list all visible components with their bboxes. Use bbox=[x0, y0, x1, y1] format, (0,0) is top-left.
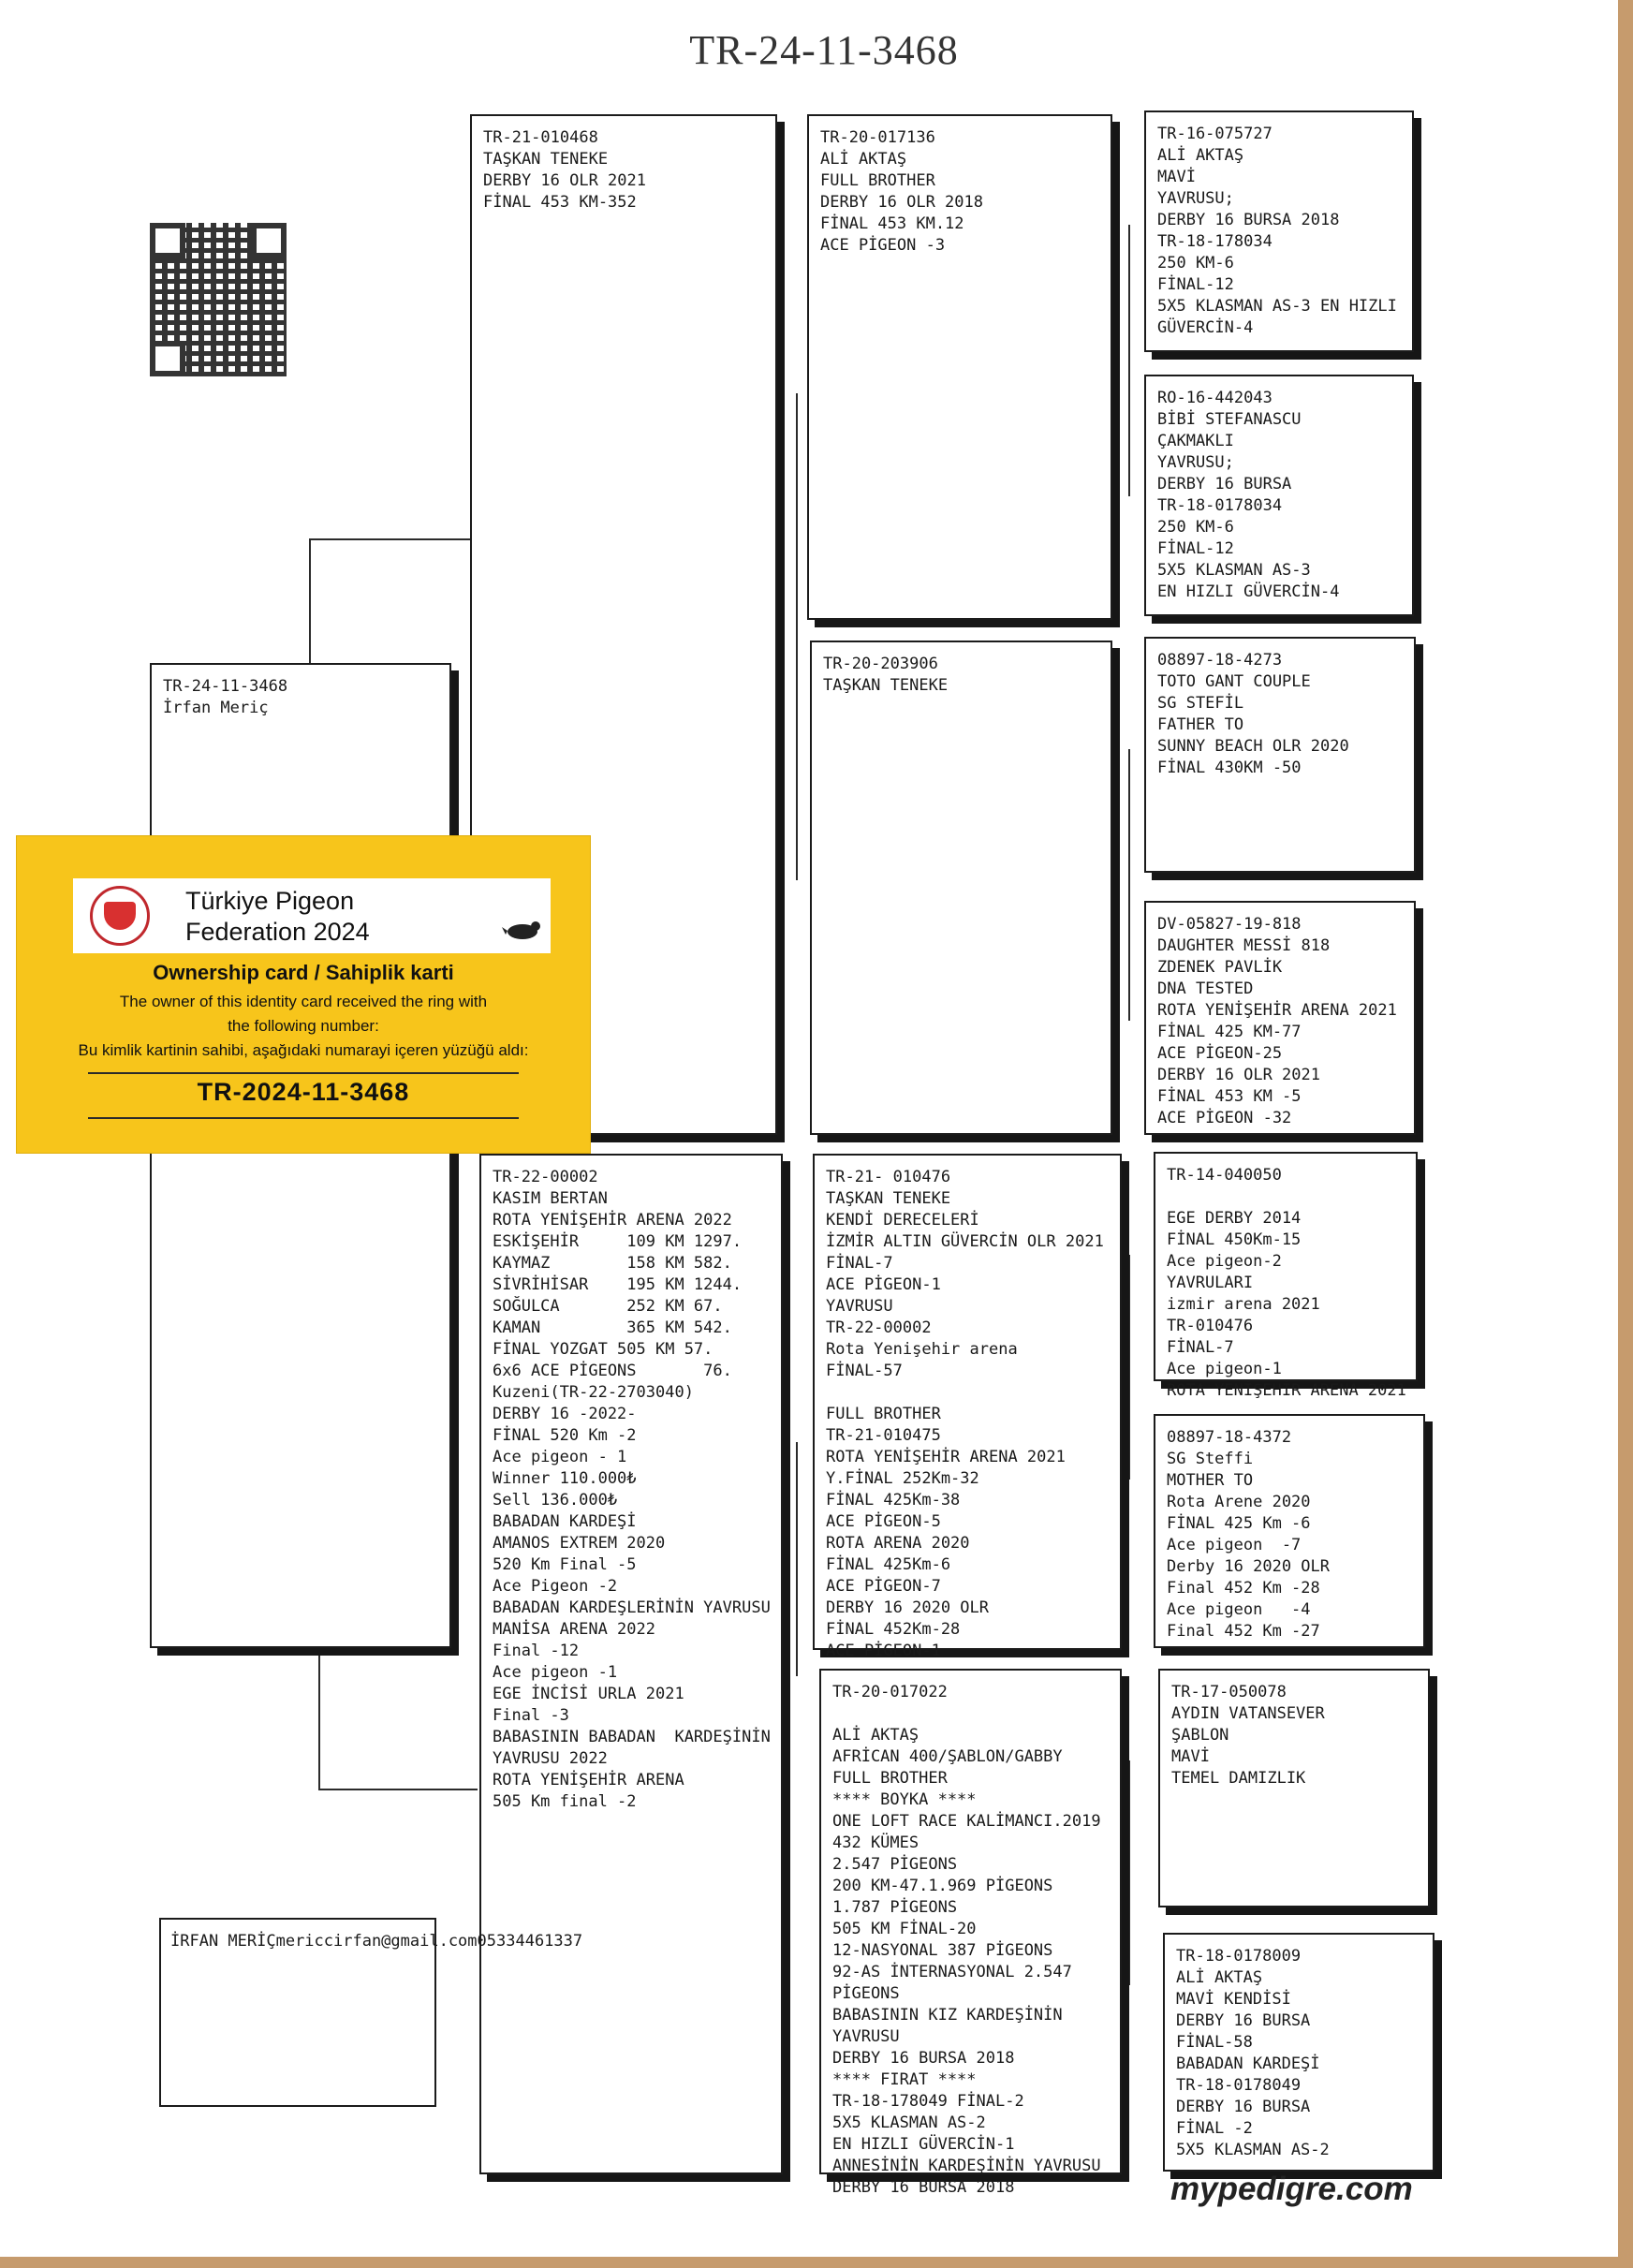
ring-id: RO-16-442043 bbox=[1157, 389, 1273, 407]
card-header bbox=[73, 878, 551, 953]
record-line: ACE PİGEON-7 bbox=[826, 1577, 941, 1596]
record-line: ESKİŞEHİR 109 KM 1297. bbox=[493, 1232, 743, 1251]
record-line: ROTA YENİŞEHİR ARENA 2022 bbox=[493, 1211, 732, 1230]
ring-id: TR-20-017022 bbox=[832, 1683, 948, 1701]
record-line: FİNAL-58 bbox=[1176, 2033, 1253, 2052]
record-line: ZDENEK PAVLİK bbox=[1157, 958, 1283, 977]
record-line: Final 452 Km -27 bbox=[1167, 1622, 1320, 1641]
federation-logo-icon bbox=[90, 886, 150, 946]
ring-number: TR-2024-11-3468 bbox=[197, 1078, 410, 1106]
pigeon-icon bbox=[502, 918, 543, 942]
page-title: TR-24-11-3468 bbox=[689, 27, 959, 73]
record-line: Kuzeni(TR-22-2703040) bbox=[493, 1383, 694, 1402]
record-line: Final -3 bbox=[493, 1706, 569, 1725]
record-line: BABADAN KARDEŞİ bbox=[493, 1512, 637, 1531]
record-line: ANNESİNİN KARDEŞİNİN YAVRUSU bbox=[832, 2157, 1101, 2175]
connector-line bbox=[796, 1442, 798, 1676]
record-line: 05334461337 bbox=[477, 1932, 583, 1951]
great-grandparent-box bbox=[1144, 637, 1416, 873]
record-line: PİGEONS bbox=[832, 1984, 900, 2003]
record-line: BABADAN KARDEŞİ bbox=[1176, 2054, 1320, 2073]
record-line: BİBİ STEFANASCU bbox=[1157, 410, 1302, 429]
record-line: Ace pigeon-1 bbox=[1167, 1360, 1282, 1378]
ring-id: TR-20-017136 bbox=[820, 128, 935, 147]
record-line: Rota Yenişehir arena bbox=[826, 1340, 1018, 1359]
connector-line bbox=[318, 1789, 478, 1790]
record-line: 12-NASYONAL 387 PİGEONS bbox=[832, 1941, 1053, 1960]
ownership-card bbox=[17, 836, 590, 1153]
record-line: KAYMAZ 158 KM 582. bbox=[493, 1254, 732, 1273]
record-line: KENDİ DERECELERİ bbox=[826, 1211, 979, 1230]
record-line: 5X5 KLASMAN AS-2 bbox=[1176, 2141, 1330, 2159]
record-line: Ace pigeon-2 bbox=[1167, 1252, 1282, 1271]
record-line: YAVRUSU 2022 bbox=[493, 1749, 608, 1768]
record-line: Ace Pigeon -2 bbox=[493, 1577, 618, 1596]
record-line: ALİ AKTAŞ bbox=[832, 1726, 919, 1745]
record-line: TR-18-0178049 bbox=[1176, 2076, 1302, 2095]
record-line: Ace pigeon -4 bbox=[1167, 1600, 1311, 1619]
record-line: FİNAL-7 bbox=[826, 1254, 893, 1273]
record-line: FULL BROTHER bbox=[826, 1405, 941, 1423]
ring-id: TR-20-203906 bbox=[823, 655, 938, 673]
record-line: 250 KM-6 bbox=[1157, 254, 1234, 272]
ring-id: İRFAN MERİÇ bbox=[170, 1932, 276, 1951]
record-line: TAŞKAN TENEKE bbox=[826, 1189, 951, 1208]
record-line bbox=[1167, 1186, 1406, 1208]
record-line: İZMİR ALTIN GÜVERCİN OLR 2021 bbox=[826, 1232, 1104, 1251]
record-line: ROTA YENİŞEHİR ARENA 2021 bbox=[1157, 1001, 1397, 1020]
connector-line bbox=[1128, 225, 1130, 496]
record-line: ACE PİGEON-5 bbox=[826, 1512, 941, 1531]
great-grandparent-box bbox=[1144, 110, 1414, 352]
record-line: FİNAL 425 KM-77 bbox=[1157, 1023, 1302, 1041]
record-line: 432 KÜMES bbox=[832, 1834, 919, 1852]
record-line: Final -12 bbox=[493, 1642, 580, 1660]
record-line: AYDIN VATANSEVER bbox=[1171, 1704, 1325, 1723]
record-line: FULL BROTHER bbox=[832, 1769, 948, 1788]
record-line: ROTA YENİŞEHİR ARENA 2021 bbox=[826, 1448, 1066, 1466]
record-line: izmir arena 2021 bbox=[1167, 1295, 1320, 1314]
card-title: Türkiye Pigeon Federation 2024 bbox=[185, 887, 370, 946]
card-description: The owner of this identity card received the ring with the following number: Bu kimlik kartinin sahibi, aşağıdaki numarayi içeren yüzüğü aldı: bbox=[78, 993, 529, 1059]
divider bbox=[88, 1072, 519, 1074]
record-line: 5X5 KLASMAN AS-3 bbox=[1157, 561, 1311, 580]
record-line: DERBY 16 BURSA bbox=[1176, 2011, 1311, 2030]
ring-id: TR-14-040050 bbox=[1167, 1166, 1282, 1185]
record-line: ÇAKMAKLI bbox=[1157, 432, 1234, 450]
record-line: ACE PİGEON-1 bbox=[826, 1642, 941, 1660]
ring-id: TR-16-075727 bbox=[1157, 125, 1273, 143]
record-line: GÜVERCİN-4 bbox=[1157, 318, 1254, 337]
brand-logo: mypedigre.com bbox=[1170, 2171, 1413, 2207]
record-line: FİNAL 452Km-28 bbox=[826, 1620, 961, 1639]
record-line: TAŞKAN TENEKE bbox=[483, 150, 609, 169]
record-line: DERBY 16 BURSA bbox=[1176, 2098, 1311, 2116]
record-line: YAVRUSU bbox=[832, 2027, 900, 2046]
record-line: AFRİCAN 400/ŞABLON/GABBY bbox=[832, 1747, 1063, 1766]
record-line: Ace pigeon -1 bbox=[493, 1663, 618, 1682]
great-grandparent-box bbox=[1158, 1669, 1430, 1907]
record-line bbox=[832, 1703, 1111, 1725]
record-line: YAVRULARI bbox=[1167, 1274, 1254, 1292]
grandparent-box bbox=[810, 641, 1112, 1135]
record-line: FİNAL -2 bbox=[1176, 2119, 1253, 2138]
record-line: YAVRUSU; bbox=[1157, 453, 1234, 472]
great-grandparent-box bbox=[1154, 1414, 1425, 1648]
record-line: BABASININ KIZ KARDEŞİNİN bbox=[832, 2006, 1063, 2025]
record-line: YAVRUSU bbox=[826, 1297, 893, 1316]
record-line: 92-AS İNTERNASYONAL 2.547 bbox=[832, 1963, 1072, 1981]
record-line: İrfan Meriç bbox=[163, 699, 269, 717]
record-line: FİNAL 425Km-6 bbox=[826, 1555, 951, 1574]
record-line: FİNAL 520 Km -2 bbox=[493, 1426, 637, 1445]
record-line: EN HIZLI GÜVERCİN-1 bbox=[832, 2135, 1015, 2154]
record-line: DERBY 16 BURSA bbox=[1157, 475, 1292, 493]
page-edge bbox=[1618, 0, 1633, 2268]
record-line: Rota Arene 2020 bbox=[1167, 1493, 1311, 1511]
record-line: SG Steffi bbox=[1167, 1450, 1254, 1468]
ring-id: TR-22-00002 bbox=[493, 1168, 598, 1186]
record-line: FİNAL YOZGAT 505 KM 57. bbox=[493, 1340, 714, 1359]
record-line: **** BOYKA **** bbox=[832, 1790, 977, 1809]
record-line: DERBY 16 BURSA 2018 bbox=[832, 2178, 1015, 2197]
card-subtitle: Ownership card / Sahiplik karti bbox=[153, 961, 454, 984]
grandparent-box bbox=[813, 1154, 1122, 1660]
connector-line bbox=[1128, 1760, 1130, 1985]
record-line: EGE İNCİSİ URLA 2021 bbox=[493, 1685, 684, 1703]
record-line: Ace pigeon -7 bbox=[1167, 1536, 1302, 1554]
record-line: TR-18-0178034 bbox=[1157, 496, 1283, 515]
record-line: Sell 136.000₺ bbox=[493, 1491, 618, 1510]
dam-box bbox=[479, 1154, 783, 2174]
ring-id: TR-17-050078 bbox=[1171, 1683, 1287, 1701]
grandparent-box bbox=[807, 114, 1112, 620]
record-line: DERBY 16 -2022- bbox=[493, 1405, 637, 1423]
ring-id: TR-21- 010476 bbox=[826, 1168, 951, 1186]
record-line: TR-18-178049 FİNAL-2 bbox=[832, 2092, 1024, 2111]
ring-id: TR-21-010468 bbox=[483, 128, 598, 147]
record-line: SG STEFİL bbox=[1157, 694, 1244, 713]
record-line: 200 KM-47.1.969 PİGEONS bbox=[832, 1877, 1053, 1895]
record-line: 520 Km Final -5 bbox=[493, 1555, 637, 1574]
connector-line bbox=[1128, 1255, 1130, 1480]
record-line: MOTHER TO bbox=[1167, 1471, 1254, 1490]
record-line: 6x6 ACE PİGEONS 76. bbox=[493, 1362, 732, 1380]
page-edge bbox=[0, 2257, 1633, 2268]
record-line: SOĞULCA 252 KM 67. bbox=[493, 1297, 723, 1316]
record-line: **** FIRAT **** bbox=[832, 2070, 977, 2089]
record-line: ONE LOFT RACE KALİMANCI.2019 bbox=[832, 1812, 1101, 1831]
subject-box bbox=[150, 663, 451, 1648]
record-line: ROTA ARENA 2020 bbox=[826, 1534, 970, 1553]
record-line: ACE PİGEON-25 bbox=[1157, 1044, 1283, 1063]
record-line: SİVRİHİSAR 195 KM 1244. bbox=[493, 1275, 743, 1294]
record-line: EGE DERBY 2014 bbox=[1167, 1209, 1302, 1228]
record-line: 505 Km final -2 bbox=[493, 1792, 637, 1811]
record-line: TR-21-010475 bbox=[826, 1426, 941, 1445]
record-line: BABASININ BABADAN KARDEŞİNİN bbox=[493, 1728, 771, 1746]
record-line: FİNAL 450Km-15 bbox=[1167, 1230, 1302, 1249]
record-line: DERBY 16 2020 OLR bbox=[826, 1598, 989, 1617]
ring-id: 08897-18-4273 bbox=[1157, 651, 1283, 670]
record-line: TR-18-178034 bbox=[1157, 232, 1273, 251]
record-line: KASIM BERTAN bbox=[493, 1189, 608, 1208]
record-line: ACE PİGEON-1 bbox=[826, 1275, 941, 1294]
record-line: DERBY 16 OLR 2018 bbox=[820, 193, 983, 212]
record-line: SUNNY BEACH OLR 2020 bbox=[1157, 737, 1349, 756]
connector-line bbox=[796, 393, 798, 880]
record-line: FİNAL 425 Km -6 bbox=[1167, 1514, 1311, 1533]
ring-id: DV-05827-19-818 bbox=[1157, 915, 1302, 934]
record-line: YAVRUSU; bbox=[1157, 189, 1234, 208]
record-line: DERBY 16 BURSA 2018 bbox=[832, 2049, 1015, 2068]
record-line: TR-010476 bbox=[1167, 1317, 1254, 1335]
record-line: Winner 110.000₺ bbox=[493, 1469, 637, 1488]
grandparent-box bbox=[819, 1669, 1122, 2197]
record-line: EN HIZLI GÜVERCİN-4 bbox=[1157, 582, 1340, 601]
record-line: FİNAL 453 KM.12 bbox=[820, 214, 964, 233]
record-line: AMANOS EXTREM 2020 bbox=[493, 1534, 666, 1553]
record-line: ALİ AKTAŞ bbox=[1157, 146, 1244, 165]
record-line: MAVİ bbox=[1157, 168, 1196, 186]
record-line: ALİ AKTAŞ bbox=[820, 150, 907, 169]
record-line: 2.547 PİGEONS bbox=[832, 1855, 958, 1874]
record-line: FATHER TO bbox=[1157, 715, 1244, 734]
record-line bbox=[826, 1382, 1111, 1404]
record-line: 505 KM FİNAL-20 bbox=[832, 1920, 977, 1938]
divider bbox=[88, 1117, 519, 1119]
record-line: 250 KM-6 bbox=[1157, 518, 1234, 537]
record-line: ROTA YENİŞEHİR ARENA bbox=[493, 1771, 684, 1789]
record-line: TEMEL DAMIZLIK bbox=[1171, 1769, 1306, 1788]
connector-line bbox=[318, 1648, 320, 1789]
record-line: Final 452 Km -28 bbox=[1167, 1579, 1320, 1598]
record-line: TOTO GANT COUPLE bbox=[1157, 672, 1311, 691]
record-line: FİNAL 453 KM -5 bbox=[1157, 1087, 1302, 1106]
ring-id: TR-18-0178009 bbox=[1176, 1947, 1302, 1966]
connector-line bbox=[1128, 749, 1130, 1021]
record-line: FİNAL-7 bbox=[1167, 1338, 1234, 1357]
record-line: 5X5 KLASMAN AS-3 EN HIZLI bbox=[1157, 297, 1397, 316]
record-line: ROTA YENİŞEHİR ARENA 2021 bbox=[1167, 1381, 1406, 1400]
record-line: mericcirfan@gmail.com bbox=[275, 1932, 478, 1951]
record-line: 5X5 KLASMAN AS-2 bbox=[832, 2113, 986, 2132]
ring-id: 08897-18-4372 bbox=[1167, 1428, 1292, 1447]
ring-id: TR-24-11-3468 bbox=[163, 677, 288, 696]
record-line: Y.FİNAL 252Km-32 bbox=[826, 1469, 979, 1488]
great-grandparent-box bbox=[1144, 901, 1416, 1135]
record-line: FİNAL 425Km-38 bbox=[826, 1491, 961, 1510]
record-line: FİNAL-12 bbox=[1157, 275, 1234, 294]
great-grandparent-box bbox=[1144, 375, 1414, 616]
record-line: FİNAL 453 KM-352 bbox=[483, 193, 637, 212]
record-line: 1.787 PİGEONS bbox=[832, 1898, 958, 1917]
record-line: Derby 16 2020 OLR bbox=[1167, 1557, 1330, 1576]
record-line: MAVİ KENDİSİ bbox=[1176, 1990, 1291, 2009]
record-line: FİNAL 430KM -50 bbox=[1157, 758, 1302, 777]
qr-code-icon bbox=[150, 223, 287, 376]
record-line: FİNAL-12 bbox=[1157, 539, 1234, 558]
record-line: BABADAN KARDEŞLERİNİN YAVRUSU bbox=[493, 1598, 771, 1617]
breeder-contact-box bbox=[159, 1918, 583, 2107]
record-line: FULL BROTHER bbox=[820, 171, 935, 190]
record-line: DAUGHTER MESSİ 818 bbox=[1157, 936, 1331, 955]
record-line: ACE PİGEON -32 bbox=[1157, 1109, 1292, 1127]
record-line: DNA TESTED bbox=[1157, 979, 1254, 998]
record-line: FİNAL-57 bbox=[826, 1362, 903, 1380]
great-grandparent-box bbox=[1163, 1933, 1434, 2172]
record-line: ALİ AKTAŞ bbox=[1176, 1968, 1263, 1987]
record-line: TAŞKAN TENEKE bbox=[823, 676, 949, 695]
record-line: TR-22-00002 bbox=[826, 1318, 932, 1337]
record-line: ACE PİGEON -3 bbox=[820, 236, 946, 255]
connector-line bbox=[309, 538, 470, 540]
record-line: MANİSA ARENA 2022 bbox=[493, 1620, 655, 1639]
record-line: DERBY 16 OLR 2021 bbox=[483, 171, 646, 190]
record-line: Ace pigeon - 1 bbox=[493, 1448, 627, 1466]
record-line: DERBY 16 BURSA 2018 bbox=[1157, 211, 1340, 229]
record-line: KAMAN 365 KM 542. bbox=[493, 1318, 732, 1337]
great-grandparent-box bbox=[1154, 1152, 1418, 1400]
record-line: DERBY 16 OLR 2021 bbox=[1157, 1066, 1320, 1084]
connector-line bbox=[309, 538, 311, 670]
record-line: ŞABLON bbox=[1171, 1726, 1229, 1745]
record-line: MAVİ bbox=[1171, 1747, 1210, 1766]
